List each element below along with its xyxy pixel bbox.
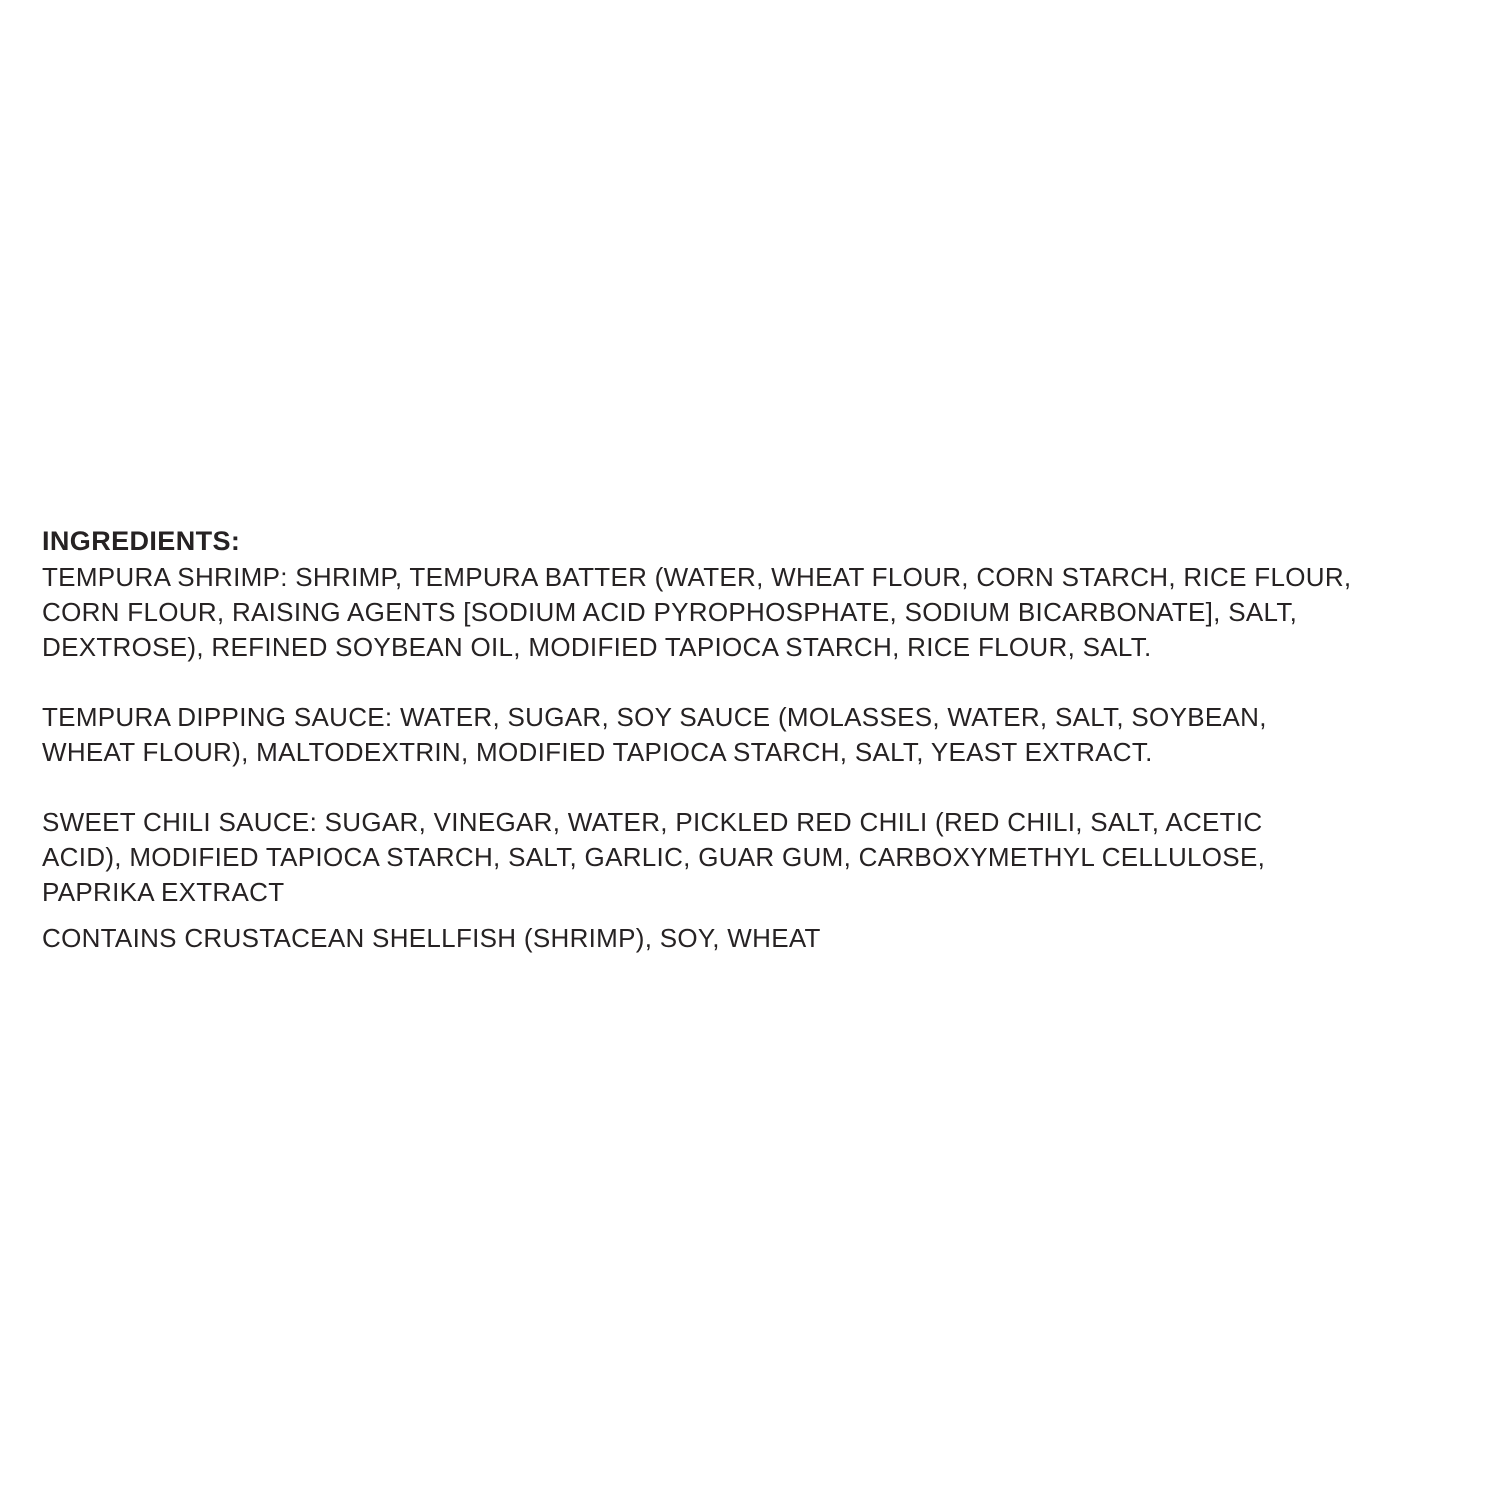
paragraph-tempura-dipping-sauce xyxy=(42,700,1351,770)
ingredient-line: SWEET CHILI SAUCE: SUGAR, VINEGAR, WATER, PICKLED RED CHILI (RED CHILI, SALT, ACETIC xyxy=(42,807,1263,837)
ingredient-line: WHEAT FLOUR), MALTODEXTRIN, MODIFIED TAPIOCA STARCH, SALT, YEAST EXTRACT. xyxy=(42,737,1153,767)
ingredient-line: CORN FLOUR, RAISING AGENTS [SODIUM ACID PYROPHOSPHATE, SODIUM BICARBONATE], SALT, xyxy=(42,597,1298,627)
paragraph-tempura-shrimp xyxy=(42,560,1351,665)
ingredient-line: TEMPURA SHRIMP: SHRIMP, TEMPURA BATTER (WATER, WHEAT FLOUR, CORN STARCH, RICE FLOUR, xyxy=(42,562,1352,592)
ingredient-line: TEMPURA DIPPING SAUCE: WATER, SUGAR, SOY SAUCE (MOLASSES, WATER, SALT, SOYBEAN, xyxy=(42,702,1267,732)
ingredient-line: PAPRIKA EXTRACT xyxy=(42,877,285,907)
allergen-statement xyxy=(42,921,1351,956)
allergen-line: CONTAINS CRUSTACEAN SHELLFISH (SHRIMP), SOY, WHEAT xyxy=(42,923,821,953)
ingredients-heading: INGREDIENTS: xyxy=(42,526,241,556)
ingredient-line: ACID), MODIFIED TAPIOCA STARCH, SALT, GARLIC, GUAR GUM, CARBOXYMETHYL CELLULOSE, xyxy=(42,842,1266,872)
ingredient-line: DEXTROSE), REFINED SOYBEAN OIL, MODIFIED TAPIOCA STARCH, RICE FLOUR, SALT. xyxy=(42,632,1152,662)
label-text-block xyxy=(42,524,1351,956)
paragraph-sweet-chili-sauce xyxy=(42,805,1351,910)
